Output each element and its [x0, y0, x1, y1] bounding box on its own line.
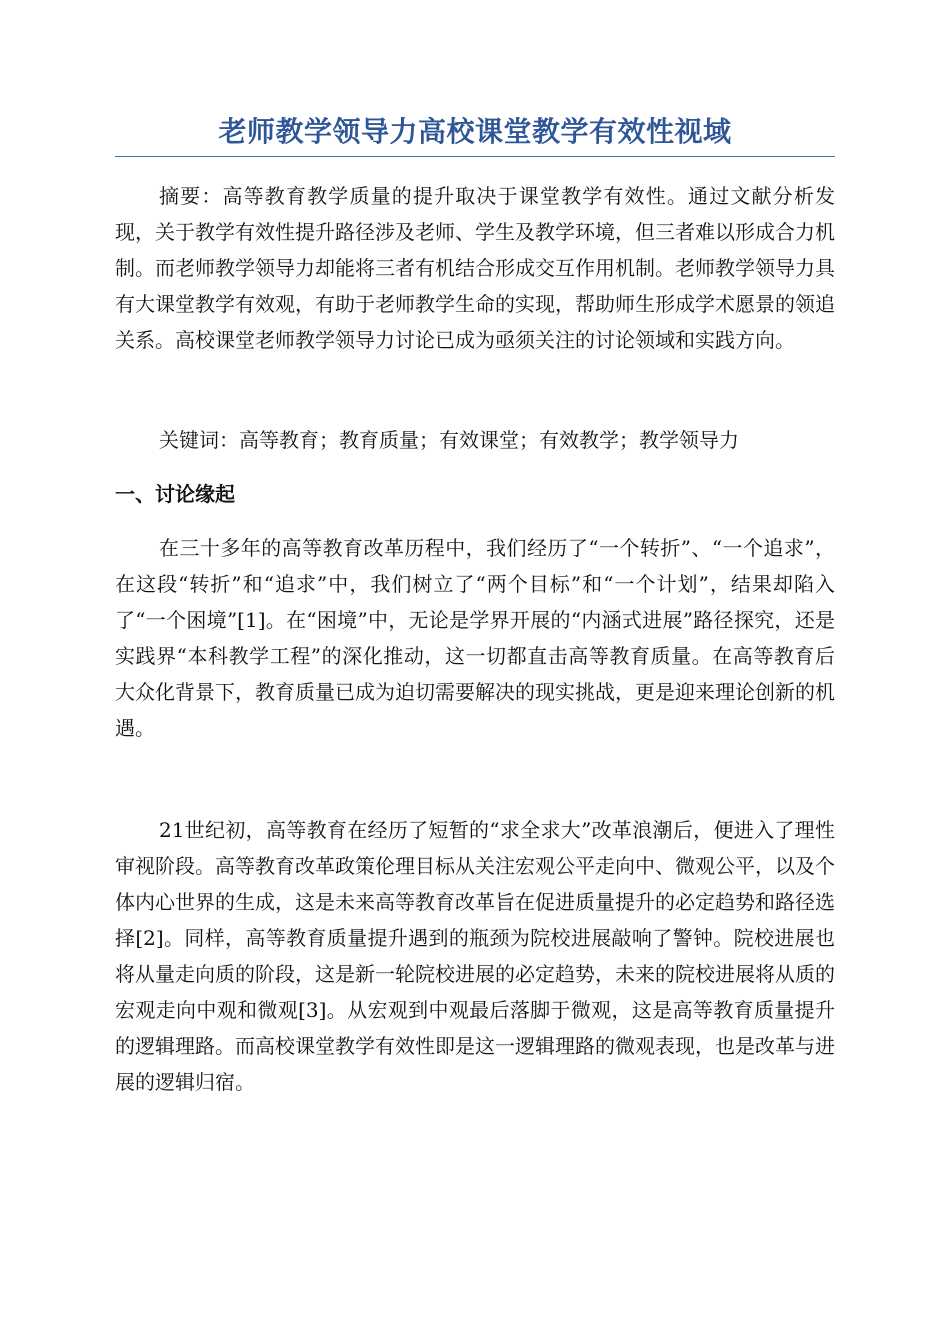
document-title: 老师教学领导力高校课堂教学有效性视域: [218, 115, 732, 148]
keywords-line: 关键词：高等教育；教育质量；有效课堂；有效教学；教学领导力: [159, 428, 739, 452]
abstract-paragraph: 摘要：高等教育教学质量的提升取决于课堂教学有效性。通过文献分析发现，关于教学有效性提升路径涉及老师、学生及教学环境，但三者难以形成合力机制。而老师教学领导力却能将三者有机结合形成交互作用机制。老师教学领导力具有大课堂教学有效观，有助于老师教学生命的实现，帮助师生形成学术愿景的领追关系。高校课堂老师教学领导力讨论已成为亟须关注的讨论领域和实践方向。: [115, 184, 835, 352]
body-paragraph-2: 21世纪初，高等教育在经历了短暂的“求全求大”改革浪潮后，便进入了理性审视阶段。高等教育改革政策伦理目标从关注宏观公平走向中、微观公平，以及个体内心世界的生成，这是未来高等教育改革旨在促进质量提升的必定趋势和路径选择[2]。同样，高等教育质量提升遇到的瓶颈为院校进展敲响了警钟。院校进展也将从量走向质的阶段，这是新一轮院校进展的必定趋势，未来的院校进展将从质的宏观走向中观和微观[3]。从宏观到中观最后落脚于微观，这是高等教育质量提升的逻辑理路。而高校课堂教学有效性即是这一逻辑理路的微观表现，也是改革与进展的逻辑归宿。: [115, 818, 835, 1094]
title-block: [115, 112, 835, 157]
section-heading: 一、讨论缘起: [115, 482, 235, 506]
body-paragraph-1: 在三十多年的高等教育改革历程中，我们经历了“一个转折”、“一个追求”，在这段“转折”和“追求”中，我们树立了“两个目标”和“一个计划”，结果却陷入了“一个困境”[1]。在“困境”中，无论是学界开展的“内涵式进展”路径探究，还是实践界“本科教学工程”的深化推动，这一切都直击高等教育质量。在高等教育后大众化背景下，教育质量已成为迫切需要解决的现实挑战，更是迎来理论创新的机遇。: [115, 536, 835, 740]
